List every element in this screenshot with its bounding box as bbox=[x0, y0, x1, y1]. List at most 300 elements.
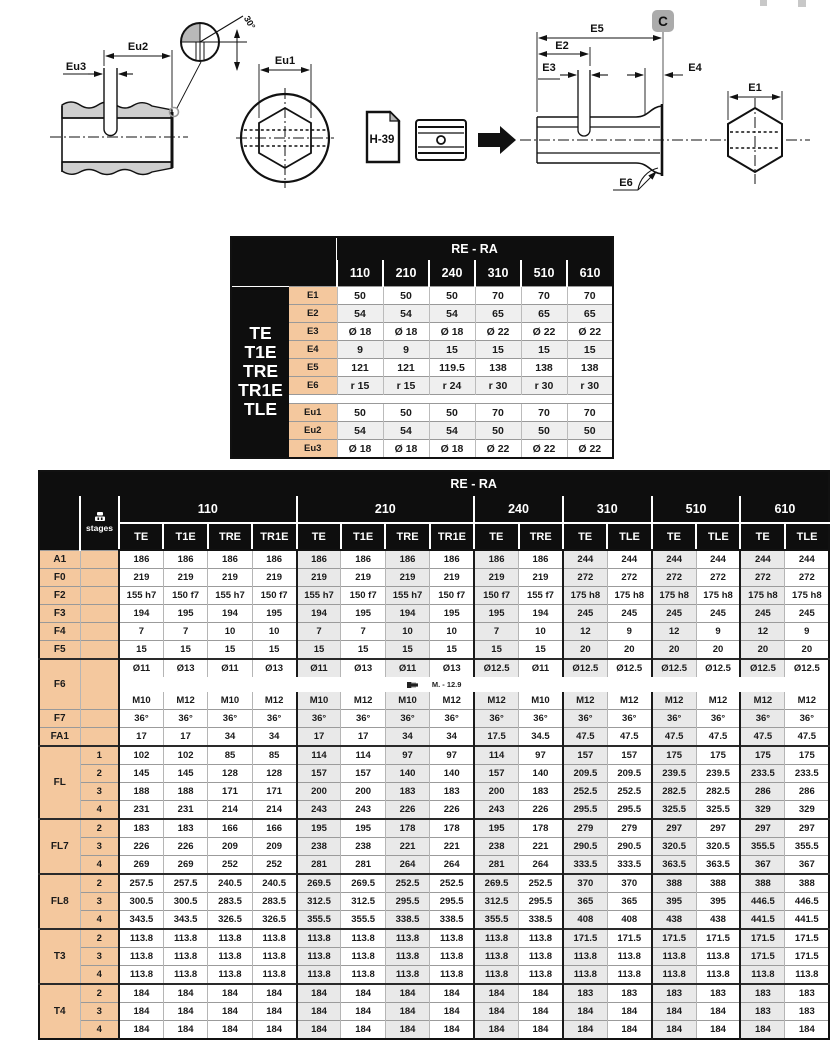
table-cell: 102 bbox=[163, 746, 207, 765]
table-cell: 70 bbox=[567, 404, 613, 422]
table-cell: 186 bbox=[252, 550, 296, 569]
stage-cell: 4 bbox=[80, 911, 119, 930]
table-cell: 365 bbox=[607, 893, 651, 911]
table-cell: 166 bbox=[208, 819, 252, 838]
model-header-210-TR1E: TR1E bbox=[430, 523, 474, 550]
table-cell: 175 bbox=[696, 746, 740, 765]
table-cell: 194 bbox=[208, 605, 252, 623]
table-cell: 355.5 bbox=[785, 838, 829, 856]
model-header-210-TRE: TRE bbox=[385, 523, 429, 550]
table-cell: 36° bbox=[385, 710, 429, 728]
table-cell: 50 bbox=[521, 422, 567, 440]
table-cell: M12 bbox=[341, 692, 385, 710]
table-cell: 10 bbox=[430, 623, 474, 641]
dimension-eu3 bbox=[63, 61, 133, 74]
model-header-310-TE: TE bbox=[563, 523, 607, 550]
table-cell: 239.5 bbox=[696, 765, 740, 783]
table-cell: Ø 18 bbox=[383, 440, 429, 459]
stage-cell: 2 bbox=[80, 765, 119, 783]
table-cell: Ø12.5 bbox=[563, 659, 607, 677]
table-cell: 194 bbox=[119, 605, 163, 623]
table-cell: 10 bbox=[519, 623, 563, 641]
table-cell: Ø 18 bbox=[337, 440, 383, 459]
table-cell: 65 bbox=[521, 305, 567, 323]
table-cell: 54 bbox=[383, 305, 429, 323]
table-cell: 102 bbox=[119, 746, 163, 765]
table-cell: 195 bbox=[341, 819, 385, 838]
table-cell: 183 bbox=[163, 819, 207, 838]
table-cell: 226 bbox=[119, 838, 163, 856]
table-cell: 15 bbox=[519, 641, 563, 660]
table-cell: 184 bbox=[252, 1021, 296, 1040]
table-cell: 7 bbox=[163, 623, 207, 641]
table-cell: 113.8 bbox=[297, 929, 341, 948]
row-label-F3: F3 bbox=[39, 605, 80, 623]
table-cell: 138 bbox=[567, 359, 613, 377]
table-cell: r 30 bbox=[567, 377, 613, 395]
table-cell: 50 bbox=[567, 422, 613, 440]
table-cell: M12 bbox=[430, 692, 474, 710]
table-cell: 244 bbox=[607, 550, 651, 569]
stage-cell bbox=[80, 710, 119, 728]
table-cell: 184 bbox=[607, 1003, 651, 1021]
table-cell: 7 bbox=[119, 623, 163, 641]
table-cell: 97 bbox=[385, 746, 429, 765]
table-cell: 297 bbox=[785, 819, 829, 838]
table-cell: 338.5 bbox=[385, 911, 429, 930]
table-cell: 36° bbox=[696, 710, 740, 728]
stage-cell bbox=[80, 587, 119, 605]
table-cell: 171.5 bbox=[785, 948, 829, 966]
table-cell: 113.8 bbox=[385, 929, 429, 948]
table-cell: 186 bbox=[474, 550, 518, 569]
model-header-110-TE: TE bbox=[119, 523, 163, 550]
table-cell: 195 bbox=[341, 605, 385, 623]
table-cell: 7 bbox=[341, 623, 385, 641]
table-cell: 200 bbox=[297, 783, 341, 801]
stage-cell: 3 bbox=[80, 838, 119, 856]
table-cell: 113.8 bbox=[474, 948, 518, 966]
row-label-T4: T4 bbox=[39, 984, 80, 1039]
model-header-510-TE: TE bbox=[652, 523, 696, 550]
table-cell: 184 bbox=[474, 1003, 518, 1021]
table-cell: 214 bbox=[252, 801, 296, 820]
eu3-label: Eu3 bbox=[65, 61, 87, 73]
row-label-F0: F0 bbox=[39, 569, 80, 587]
table-cell: 175 h8 bbox=[785, 587, 829, 605]
table-cell: 188 bbox=[119, 783, 163, 801]
row-label-F4: F4 bbox=[39, 623, 80, 641]
table-cell: 119.5 bbox=[429, 359, 475, 377]
table-cell: 184 bbox=[652, 1003, 696, 1021]
table-cell: 50 bbox=[383, 287, 429, 305]
table-cell: 113.8 bbox=[519, 966, 563, 985]
table-cell: 312.5 bbox=[474, 893, 518, 911]
table-cell: 363.5 bbox=[652, 856, 696, 875]
table-cell: 34 bbox=[252, 728, 296, 747]
stage-cell bbox=[80, 623, 119, 641]
size-group-header-310: 310 bbox=[563, 496, 652, 523]
table-cell: 113.8 bbox=[341, 948, 385, 966]
table-cell: 184 bbox=[696, 1021, 740, 1040]
table-cell: 312.5 bbox=[341, 893, 385, 911]
table-cell: 70 bbox=[521, 404, 567, 422]
table-cell: Ø 22 bbox=[567, 440, 613, 459]
table-cell: 184 bbox=[252, 1003, 296, 1021]
table-cell: 245 bbox=[740, 605, 784, 623]
chamfer-detail-circle bbox=[170, 14, 258, 116]
table-cell: 245 bbox=[785, 605, 829, 623]
table-cell: 297 bbox=[740, 819, 784, 838]
model-series-label: TE T1E TRE TR1E TLE bbox=[231, 287, 289, 459]
table-cell: 221 bbox=[519, 838, 563, 856]
table-cell: 186 bbox=[385, 550, 429, 569]
table-cell: 281 bbox=[297, 856, 341, 875]
table-cell: 300.5 bbox=[163, 893, 207, 911]
table-cell: 184 bbox=[519, 984, 563, 1003]
table-cell: 113.8 bbox=[163, 966, 207, 985]
table-cell: 355.5 bbox=[341, 911, 385, 930]
table-cell: 15 bbox=[474, 641, 518, 660]
table-cell: 283.5 bbox=[252, 893, 296, 911]
table-cell: 238 bbox=[474, 838, 518, 856]
table-cell: 245 bbox=[607, 605, 651, 623]
table-cell: 155 f7 bbox=[519, 587, 563, 605]
table-cell: 171 bbox=[252, 783, 296, 801]
table-cell: 226 bbox=[519, 801, 563, 820]
model-header-210-TE: TE bbox=[297, 523, 341, 550]
table-cell: 175 h8 bbox=[607, 587, 651, 605]
table-cell: M12 bbox=[163, 692, 207, 710]
table-cell: 183 bbox=[785, 1003, 829, 1021]
table-cell: 12 bbox=[652, 623, 696, 641]
table-cell: 343.5 bbox=[119, 911, 163, 930]
table-cell: 214 bbox=[208, 801, 252, 820]
table-cell: 240.5 bbox=[252, 874, 296, 893]
stage-cell: 4 bbox=[80, 1021, 119, 1040]
table-cell: 157 bbox=[607, 746, 651, 765]
table-cell: 36° bbox=[297, 710, 341, 728]
table-cell: 233.5 bbox=[740, 765, 784, 783]
table-cell: 17.5 bbox=[474, 728, 518, 747]
table-cell: 113.8 bbox=[119, 948, 163, 966]
table-cell: 97 bbox=[430, 746, 474, 765]
table-cell: 15 bbox=[475, 341, 521, 359]
table-cell: 244 bbox=[740, 550, 784, 569]
table-cell: 295.5 bbox=[430, 893, 474, 911]
table-cell: 184 bbox=[519, 1003, 563, 1021]
row-label-F7: F7 bbox=[39, 710, 80, 728]
table-cell: 186 bbox=[297, 550, 341, 569]
dimension-e3 bbox=[538, 62, 608, 79]
table-cell: 114 bbox=[297, 746, 341, 765]
table-cell: 140 bbox=[385, 765, 429, 783]
table-cell: Ø 22 bbox=[521, 323, 567, 341]
f6-bolt-note bbox=[119, 677, 829, 692]
table-cell: 97 bbox=[519, 746, 563, 765]
table-cell: 195 bbox=[474, 605, 518, 623]
c-badge-label: C bbox=[658, 14, 668, 29]
row-label-Eu3: Eu3 bbox=[289, 440, 337, 459]
table-cell: 128 bbox=[252, 765, 296, 783]
table-cell: 363.5 bbox=[696, 856, 740, 875]
table-cell: 50 bbox=[429, 404, 475, 422]
table-cell: M10 bbox=[208, 692, 252, 710]
table-cell: 184 bbox=[785, 1021, 829, 1040]
mounting-dimensions-table bbox=[38, 470, 830, 1040]
model-header-110-T1E: T1E bbox=[163, 523, 207, 550]
stage-cell: 4 bbox=[80, 966, 119, 985]
stages-label: stages bbox=[86, 523, 113, 534]
e2-label: E2 bbox=[555, 40, 569, 52]
table-cell: 219 bbox=[341, 569, 385, 587]
row-label-FL8: FL8 bbox=[39, 874, 80, 929]
dim-table-corner bbox=[231, 237, 337, 287]
table-cell: 114 bbox=[341, 746, 385, 765]
table-cell: 175 h8 bbox=[696, 587, 740, 605]
size-group-header-510: 510 bbox=[652, 496, 741, 523]
angle-30-label: 30° bbox=[241, 14, 258, 31]
table-cell: Ø12.5 bbox=[740, 659, 784, 677]
table-cell: 36° bbox=[563, 710, 607, 728]
table-cell: 20 bbox=[740, 641, 784, 660]
table-cell: Ø12.5 bbox=[652, 659, 696, 677]
table-cell: 184 bbox=[430, 1021, 474, 1040]
table-cell: 272 bbox=[652, 569, 696, 587]
table-cell: 438 bbox=[696, 911, 740, 930]
table-cell: 388 bbox=[740, 874, 784, 893]
e6-label: E6 bbox=[619, 177, 633, 189]
stages-icon bbox=[94, 512, 106, 521]
table-cell: 70 bbox=[475, 404, 521, 422]
table-cell: 10 bbox=[208, 623, 252, 641]
table-cell: 113.8 bbox=[430, 948, 474, 966]
table-cell: 54 bbox=[383, 422, 429, 440]
dimension-e4 bbox=[627, 62, 703, 115]
table-cell: 36° bbox=[740, 710, 784, 728]
table-cell: 269 bbox=[163, 856, 207, 875]
table-cell: Ø12.5 bbox=[696, 659, 740, 677]
table-cell: 155 h7 bbox=[119, 587, 163, 605]
table-cell: Ø13 bbox=[430, 659, 474, 677]
table-cell: 200 bbox=[341, 783, 385, 801]
table-cell: 85 bbox=[208, 746, 252, 765]
table-cell: 446.5 bbox=[740, 893, 784, 911]
table-cell: 34 bbox=[430, 728, 474, 747]
table-cell: 113.8 bbox=[519, 948, 563, 966]
row-label-E6: E6 bbox=[289, 377, 337, 395]
table-cell: 150 f7 bbox=[474, 587, 518, 605]
bolt-icon bbox=[407, 681, 418, 689]
table-cell: 183 bbox=[740, 984, 784, 1003]
table-cell: 171.5 bbox=[696, 929, 740, 948]
eu1-label: Eu1 bbox=[274, 55, 296, 67]
table-cell: 171.5 bbox=[740, 948, 784, 966]
table-cell: 355.5 bbox=[474, 911, 518, 930]
table-cell: 195 bbox=[163, 605, 207, 623]
row-label-Eu2: Eu2 bbox=[289, 422, 337, 440]
table-cell: 171.5 bbox=[563, 929, 607, 948]
table-cell: 245 bbox=[563, 605, 607, 623]
table-cell: 290.5 bbox=[607, 838, 651, 856]
page-corner-artifact bbox=[760, 0, 767, 6]
stage-cell bbox=[80, 605, 119, 623]
dimension-e6 bbox=[613, 168, 658, 190]
table-cell: M10 bbox=[297, 692, 341, 710]
table-cell: 113.8 bbox=[519, 929, 563, 948]
table-cell: 178 bbox=[519, 819, 563, 838]
table-cell: 9 bbox=[607, 623, 651, 641]
table-cell: 113.8 bbox=[385, 966, 429, 985]
table-cell: 113.8 bbox=[740, 966, 784, 985]
row-label-A1: A1 bbox=[39, 550, 80, 569]
model-header-510-TLE: TLE bbox=[696, 523, 740, 550]
table-cell: 20 bbox=[696, 641, 740, 660]
table-cell: 183 bbox=[119, 819, 163, 838]
table-cell: 320.5 bbox=[652, 838, 696, 856]
model-header-110-TR1E: TR1E bbox=[252, 523, 296, 550]
table-cell: 186 bbox=[430, 550, 474, 569]
table-cell: Ø 18 bbox=[337, 323, 383, 341]
shaft-dimensions-table bbox=[230, 236, 614, 459]
table-cell: 184 bbox=[740, 1021, 784, 1040]
table-cell: 200 bbox=[474, 783, 518, 801]
model-header-240-TE: TE bbox=[474, 523, 518, 550]
table-cell: 326.5 bbox=[208, 911, 252, 930]
size-group-header-240: 240 bbox=[474, 496, 563, 523]
table-cell: 186 bbox=[163, 550, 207, 569]
table-cell: 36° bbox=[519, 710, 563, 728]
table-cell: 195 bbox=[297, 819, 341, 838]
table-cell: 184 bbox=[119, 1021, 163, 1040]
table-cell: 370 bbox=[607, 874, 651, 893]
table-cell: 65 bbox=[567, 305, 613, 323]
doc-badge-h39 bbox=[367, 112, 399, 162]
table-cell: 175 bbox=[740, 746, 784, 765]
table-cell: 264 bbox=[430, 856, 474, 875]
table-cell: 283.5 bbox=[208, 893, 252, 911]
table-cell: 184 bbox=[163, 1003, 207, 1021]
row-label-Eu1: Eu1 bbox=[289, 404, 337, 422]
table-cell: 245 bbox=[696, 605, 740, 623]
table-cell: 113.8 bbox=[208, 966, 252, 985]
table-cell: 17 bbox=[163, 728, 207, 747]
size-header-210: 210 bbox=[383, 260, 429, 287]
table-cell: 166 bbox=[252, 819, 296, 838]
table-cell: 10 bbox=[252, 623, 296, 641]
table-cell: 365 bbox=[563, 893, 607, 911]
table-cell: 175 h8 bbox=[563, 587, 607, 605]
table-cell: 155 h7 bbox=[208, 587, 252, 605]
table-cell: 9 bbox=[785, 623, 829, 641]
table-cell: 145 bbox=[163, 765, 207, 783]
table-cell: 269.5 bbox=[474, 874, 518, 893]
table-cell: 300.5 bbox=[119, 893, 163, 911]
table-cell: 20 bbox=[607, 641, 651, 660]
table-cell: 50 bbox=[337, 404, 383, 422]
table-cell: 155 h7 bbox=[297, 587, 341, 605]
table-cell: 171.5 bbox=[652, 929, 696, 948]
table-cell: 36° bbox=[252, 710, 296, 728]
table-cell: 226 bbox=[163, 838, 207, 856]
table-cell: 113.8 bbox=[252, 948, 296, 966]
table-cell: Ø 22 bbox=[521, 440, 567, 459]
table-cell: 113.8 bbox=[430, 929, 474, 948]
table-cell: Ø11 bbox=[385, 659, 429, 677]
table-cell: 113.8 bbox=[119, 966, 163, 985]
table-cell: 36° bbox=[652, 710, 696, 728]
table-cell: 219 bbox=[163, 569, 207, 587]
table-cell: 15 bbox=[385, 641, 429, 660]
key-block-icon bbox=[416, 120, 466, 160]
table-cell: M12 bbox=[696, 692, 740, 710]
stage-cell: 3 bbox=[80, 893, 119, 911]
table-cell: 195 bbox=[252, 605, 296, 623]
table-cell: 175 bbox=[652, 746, 696, 765]
table-cell: 184 bbox=[341, 1003, 385, 1021]
table-cell: 113.8 bbox=[474, 929, 518, 948]
table-cell: 17 bbox=[297, 728, 341, 747]
model-header-210-T1E: T1E bbox=[341, 523, 385, 550]
table-cell: 85 bbox=[252, 746, 296, 765]
table-cell: 15 bbox=[429, 341, 475, 359]
table-cell: 388 bbox=[652, 874, 696, 893]
table-cell: 252 bbox=[208, 856, 252, 875]
table-cell: 17 bbox=[341, 728, 385, 747]
table-cell: 272 bbox=[696, 569, 740, 587]
table-cell: 343.5 bbox=[163, 911, 207, 930]
table-cell: 184 bbox=[297, 1003, 341, 1021]
table-cell: 195 bbox=[474, 819, 518, 838]
table-cell: 264 bbox=[519, 856, 563, 875]
size-header-310: 310 bbox=[475, 260, 521, 287]
row-label-FL7: FL7 bbox=[39, 819, 80, 874]
table-cell: 219 bbox=[474, 569, 518, 587]
bolt-class-note: M. - 12.9 bbox=[431, 680, 462, 689]
table-cell: r 24 bbox=[429, 377, 475, 395]
table-cell: 65 bbox=[475, 305, 521, 323]
table-cell: 15 bbox=[567, 341, 613, 359]
table-cell: Ø 22 bbox=[475, 440, 521, 459]
table-cell: Ø12.5 bbox=[607, 659, 651, 677]
main-table bbox=[38, 470, 830, 1040]
table-cell: 272 bbox=[740, 569, 784, 587]
table-cell: 113.8 bbox=[696, 948, 740, 966]
size-header-240: 240 bbox=[429, 260, 475, 287]
table-cell: 157 bbox=[563, 746, 607, 765]
table-cell: 326.5 bbox=[252, 911, 296, 930]
table-cell: 34.5 bbox=[519, 728, 563, 747]
table-cell: 113.8 bbox=[163, 929, 207, 948]
model-header-610-TE: TE bbox=[740, 523, 784, 550]
table-cell: 219 bbox=[208, 569, 252, 587]
table-cell: 184 bbox=[385, 1021, 429, 1040]
table-cell: 257.5 bbox=[119, 874, 163, 893]
table-cell: Ø 22 bbox=[475, 323, 521, 341]
table-cell: M12 bbox=[740, 692, 784, 710]
table-cell: 183 bbox=[430, 783, 474, 801]
table-cell: 113.8 bbox=[208, 929, 252, 948]
table-cell: 184 bbox=[474, 1021, 518, 1040]
row-label-E1: E1 bbox=[289, 287, 337, 305]
table-cell: 138 bbox=[521, 359, 567, 377]
table-cell: 252 bbox=[252, 856, 296, 875]
table-cell: 54 bbox=[429, 422, 475, 440]
table-cell: 297 bbox=[652, 819, 696, 838]
table-cell: 145 bbox=[119, 765, 163, 783]
table-cell: 219 bbox=[297, 569, 341, 587]
table-cell: 221 bbox=[385, 838, 429, 856]
